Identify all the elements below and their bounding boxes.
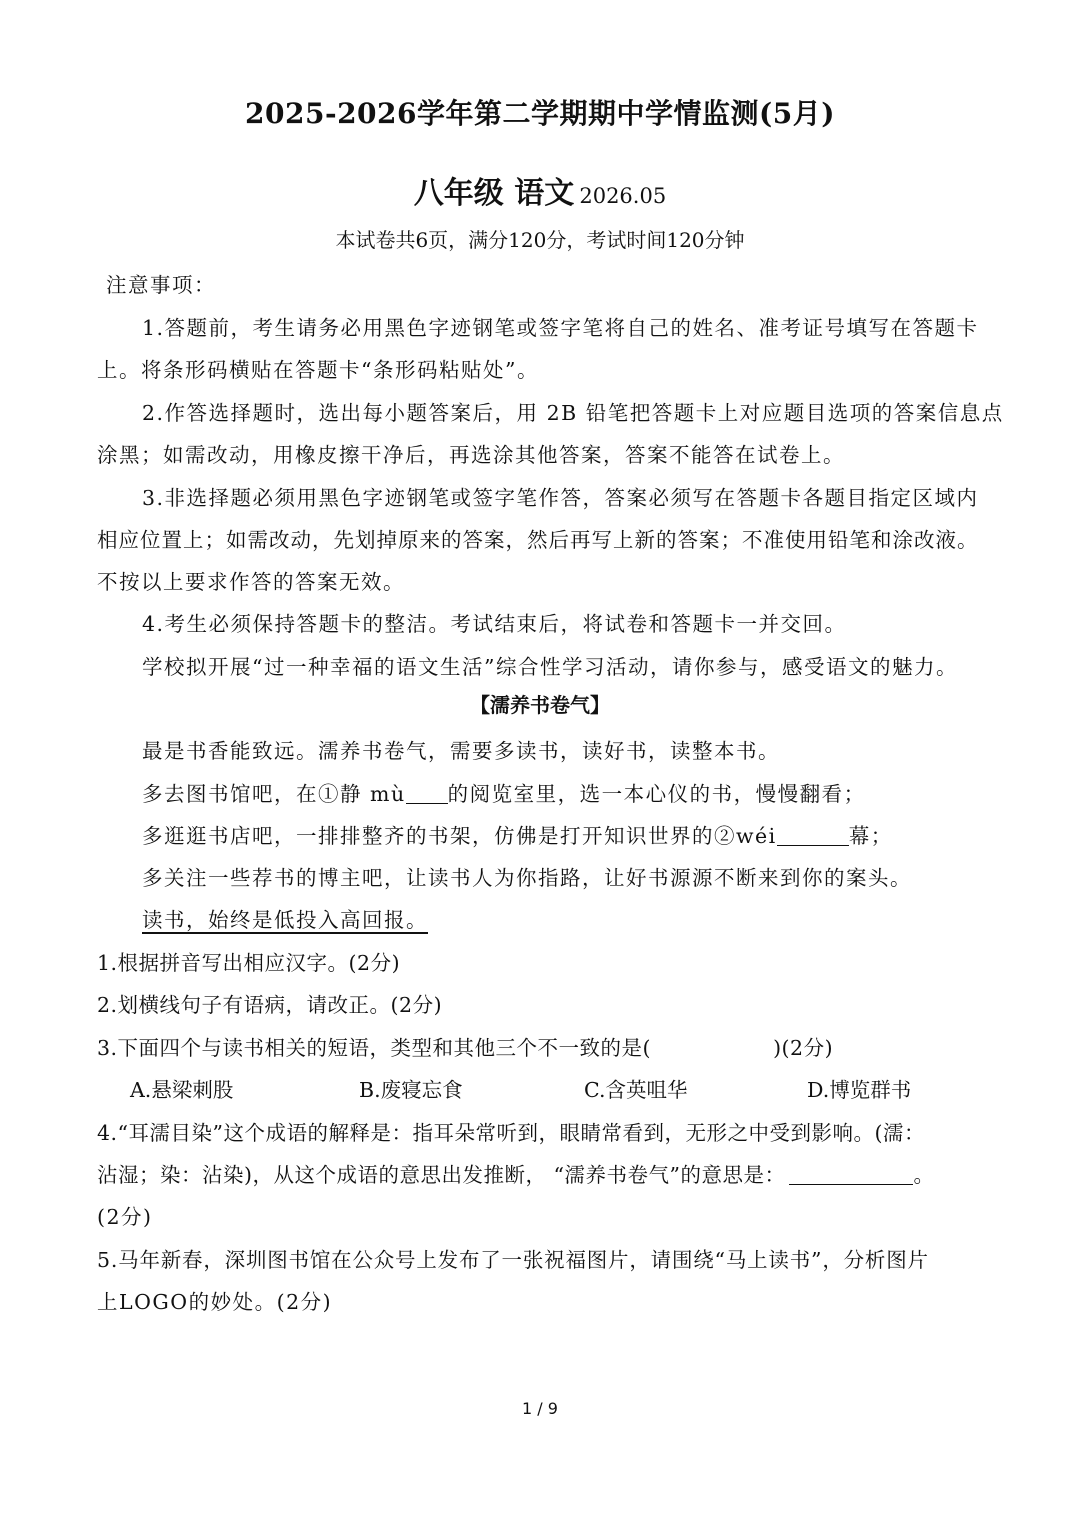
notice-item-2-line-2: 涂黑；如需改动，用橡皮擦干净后，再选涂其他答案，答案不能答在试卷上。 [97,443,845,467]
exam-info: 本试卷共6页，满分120分，考试时间120分钟 [335,228,745,252]
passage-line-3-end: 幕； [848,824,893,848]
passage-line-3-start: 多逛逛书店吧，一排排整齐的书架，仿佛是打开知识世界的②wéi [142,824,777,848]
option-b: B.废寝忘食 [359,1078,463,1102]
exam-title: 2025-2026学年第二学期期中学情监测(5月) [245,97,835,130]
passage-line-4: 多关注一些荐书的博主吧，让读书人为你指路，让好书源源不断来到你的案头。 [142,866,912,890]
option-c: C.含英咀华 [584,1078,688,1102]
option-a: A.悬梁刺股 [130,1078,234,1102]
activity-intro: 学校拟开展“过一种幸福的语文生活”综合性学习活动，请你参与，感受语文的魅力。 [142,655,958,679]
grade-subject: 八年级 语文 [413,176,575,211]
notice-item-3-line-3: 不按以上要求作答的答案无效。 [97,570,405,594]
underlined-sentence: 读书，始终是低投入高回报。 [142,908,428,932]
question-2: 2.划横线句子有语病，请改正。(2分) [97,993,443,1017]
question-3 [97,1031,833,1061]
question-5-line-2: 上LOGO的妙处。(2分) [97,1290,333,1314]
page-number: 1 / 9 [522,1399,558,1418]
passage-line-2-end: 的阅览室里，选一本心仪的书，慢慢翻看； [447,782,866,806]
passage-line-1: 最是书香能致远。濡养书卷气，需要多读书，读好书，读整本书。 [142,739,780,763]
notice-item-3-line-1: 3.非选择题必须用黑色字迹钢笔或签字笔作答，答案必须写在答题卡各题目指定区域内 [142,486,979,510]
grade-subject-line [0,168,1080,212]
question-4-score: (2分) [97,1205,153,1229]
question-4-period: 。 [913,1163,935,1187]
notice-item-2-line-1: 2.作答选择题时，选出每小题答案后，用 2B 铅笔把答题卡上对应题目选项的答案信息点 [142,401,1004,425]
question-4-line-2 [97,1158,934,1188]
notice-item-4: 4.考生必须保持答题卡的整洁。考试结束后，将试卷和答题卡一并交回。 [142,612,847,636]
passage-line-2 [142,777,866,807]
notice-item-1-line-1: 1.答题前，考生请务必用黑色字迹钢笔或签字笔将自己的姓名、准考证号填写在答题卡 [142,316,979,340]
question-4-line-1: 4.“耳濡目染”这个成语的解释是：指耳朵常听到，眼睛常看到，无形之中受到影响。(濡： [97,1121,926,1145]
exam-date: 2026.05 [579,184,667,208]
section-title: 【濡养书卷气】 [470,693,610,717]
answer-blank-1 [406,783,448,804]
question-3-score: )(2分) [773,1036,834,1060]
notice-item-1-line-2: 上。将条形码横贴在答题卡“条形码粘贴处”。 [97,358,539,382]
passage-line-3 [142,819,893,849]
answer-blank-2 [777,825,849,846]
passage-line-2-start: 多去图书馆吧，在①静 mù [142,782,406,806]
question-3-text: 3.下面四个与读书相关的短语，类型和其他三个不一致的是( [97,1036,652,1060]
question-1: 1.根据拼音写出相应汉字。(2分) [97,951,401,975]
answer-blank-4 [789,1164,913,1185]
question-4-text: 沾湿；染：沾染)，从这个成语的意思出发推断， “濡养书卷气”的意思是： [97,1163,786,1187]
notice-item-3-line-2: 相应位置上；如需改动，先划掉原来的答案，然后再写上新的答案；不准使用铅笔和涂改液。 [97,528,979,552]
notice-heading: 注意事项： [106,273,216,297]
option-d: D.博览群书 [807,1078,912,1102]
question-5-line-1: 5.马年新春，深圳图书馆在公众号上发布了一张祝福图片，请围绕“马上读书”，分析图片 [97,1248,929,1272]
